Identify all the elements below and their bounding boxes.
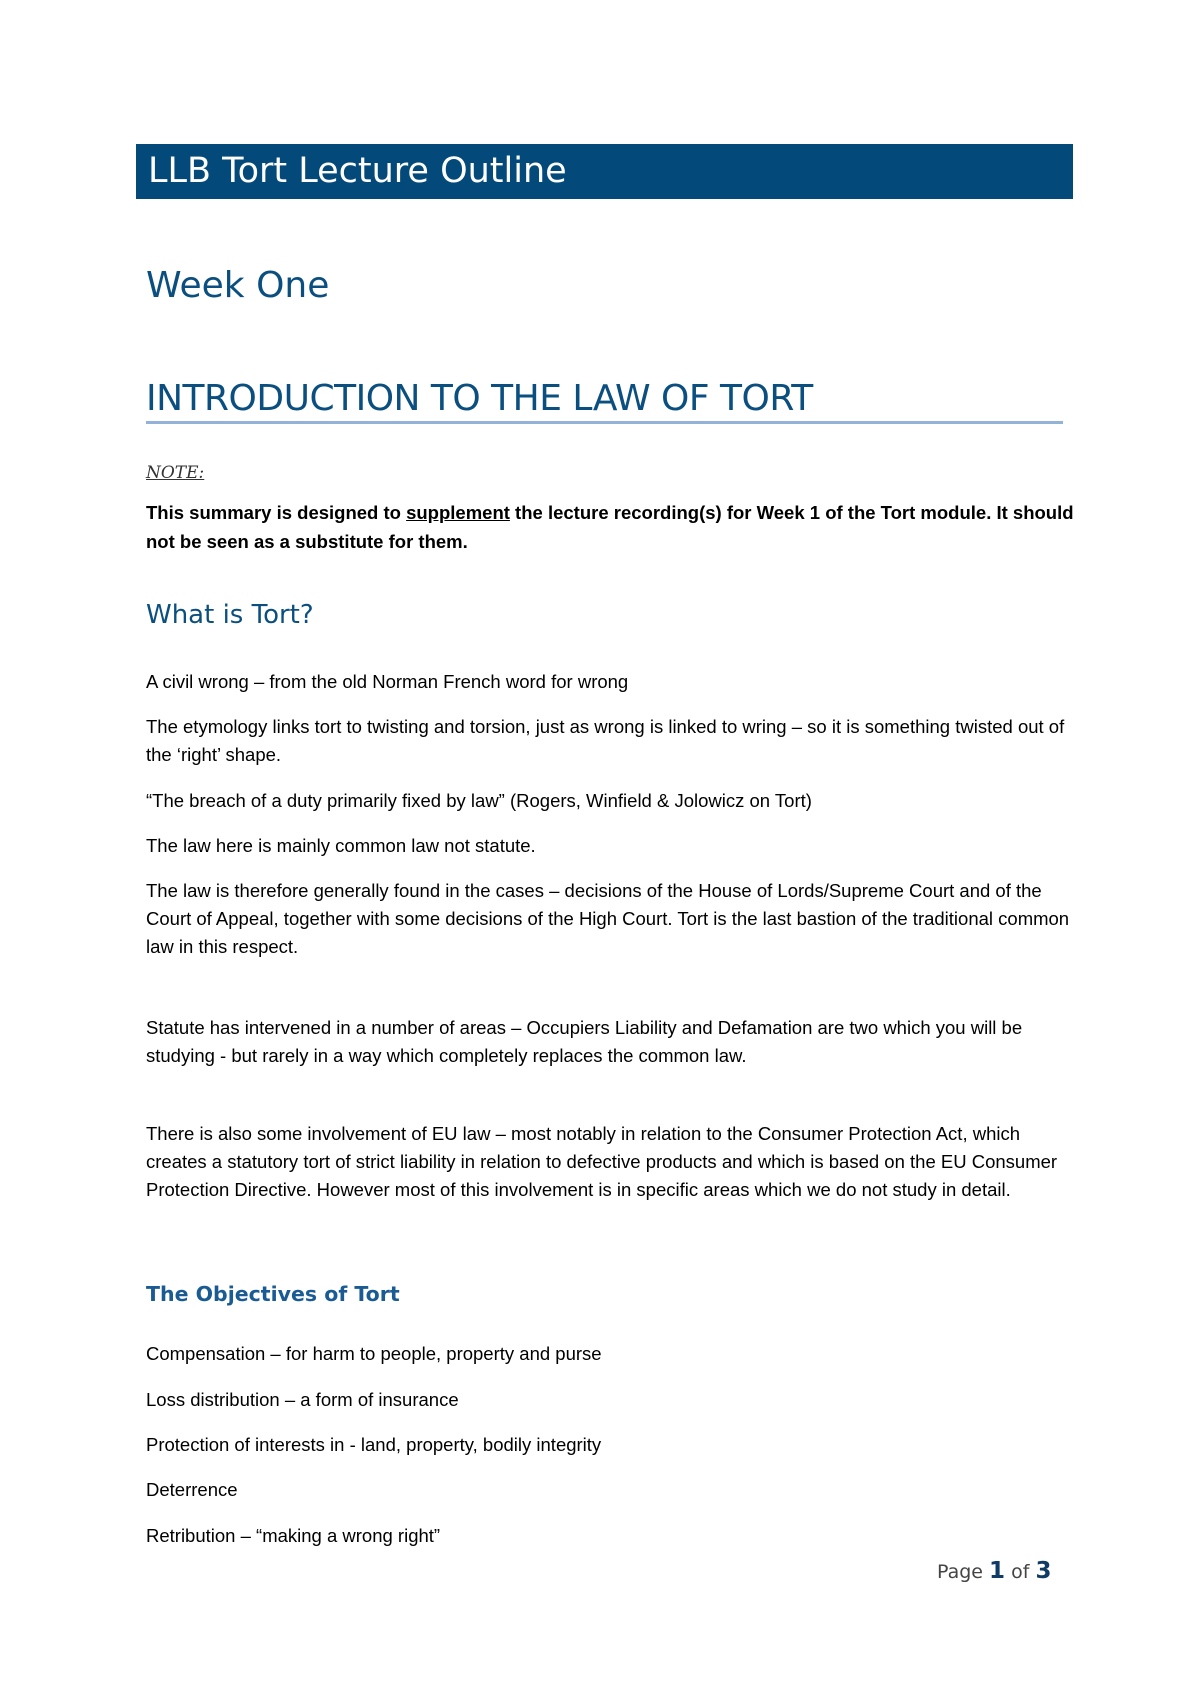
paragraph: There is also some involvement of EU law – most notably in relation to the Consumer Protection Act, which creates a statutory tort of strict liability in relation to defective products and which is based on the EU Consumer Protection Directive. However most of this involvement is in specific areas which we do not study in detail. — [146, 1123, 1058, 1200]
main-heading: INTRODUCTION TO THE LAW OF TORT — [146, 378, 813, 419]
paragraph: A civil wrong – from the old Norman French word for wrong — [146, 671, 629, 692]
section-heading-what-is-tort: What is Tort? — [146, 600, 314, 630]
paragraph: “The breach of a duty primarily fixed by law” (Rogers, Winfield & Jolowicz on Tort) — [146, 790, 812, 811]
list-item: Retribution – “making a wrong right” — [146, 1525, 441, 1546]
page-word: Page — [937, 1561, 983, 1583]
total-pages-number: 3 — [1035, 1558, 1052, 1584]
week-heading: Week One — [146, 265, 330, 306]
note-text — [146, 498, 1076, 556]
document-title-banner — [136, 144, 1073, 199]
of-word: of — [1011, 1561, 1030, 1583]
document-title: LLB Tort Lecture Outline — [148, 151, 567, 191]
list-item: Loss distribution – a form of insurance — [146, 1389, 459, 1410]
note-text-after: the lecture recording(s) for Week 1 of the Tort module. It should not be seen as a substitute for them. — [146, 502, 1074, 552]
paragraph: Statute has intervened in a number of areas – Occupiers Liability and Defamation are two which you will be studying - but rarely in a way which completely replaces the common law. — [146, 1017, 1023, 1066]
note-text-before: This summary is designed to — [146, 502, 407, 523]
note-emphasis: supplement — [406, 502, 510, 523]
list-item: Protection of interests in - land, property, bodily integrity — [146, 1434, 602, 1455]
paragraph: The law is therefore generally found in the cases – decisions of the House of Lords/Supreme Court and of the Court of Appeal, together with some decisions of the High Court. Tort is the last bastion of the traditional common law in this respect. — [146, 880, 1070, 957]
section-heading-objectives: The Objectives of Tort — [146, 1282, 400, 1306]
paragraph: The etymology links tort to twisting and torsion, just as wrong is linked to wring – so it is something twisted out of the ‘right’ shape. — [146, 716, 1065, 765]
heading-underline-rule — [146, 421, 1063, 424]
list-item: Compensation – for harm to people, property and purse — [146, 1343, 602, 1364]
paragraph: The law here is mainly common law not statute. — [146, 835, 536, 856]
current-page-number: 1 — [989, 1558, 1006, 1584]
page-number-footer — [937, 1558, 1052, 1584]
list-item: Deterrence — [146, 1479, 238, 1500]
note-label: NOTE: — [146, 463, 205, 483]
